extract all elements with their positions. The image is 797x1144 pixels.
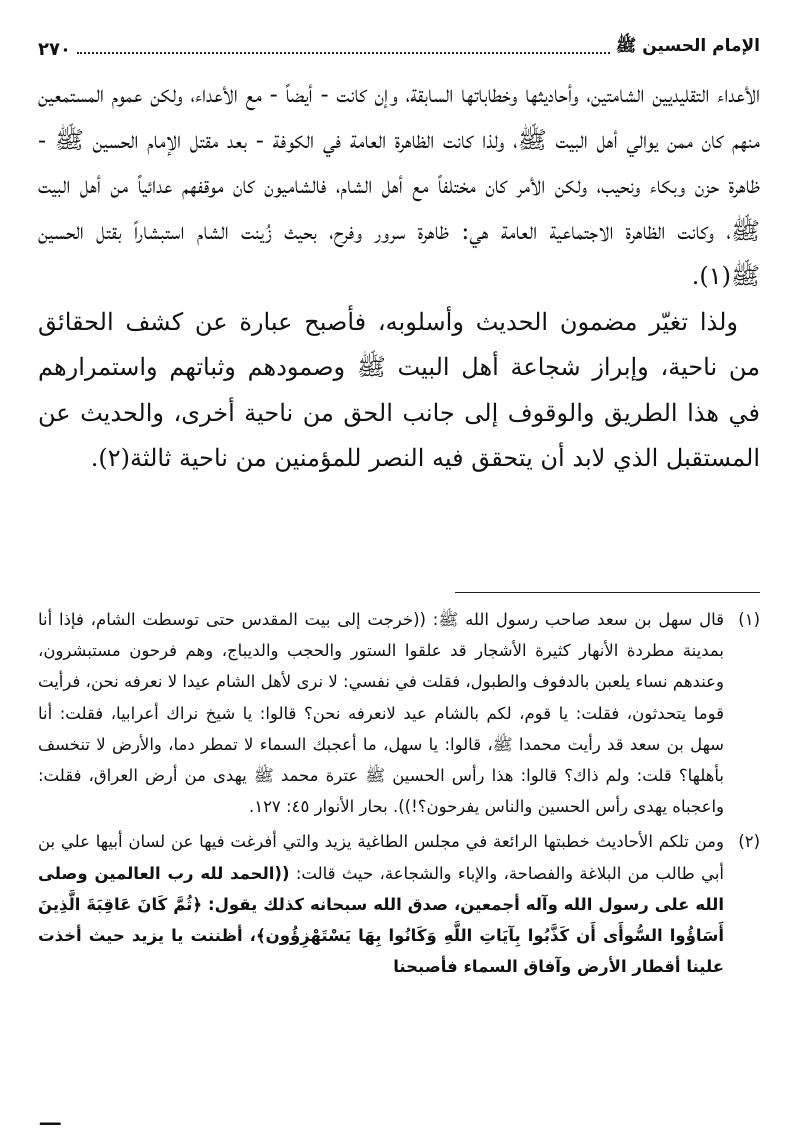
continuation-mark: ـــ bbox=[40, 1106, 61, 1130]
footnote-separator bbox=[455, 592, 760, 593]
footnote-number: (١) bbox=[738, 610, 760, 629]
footnotes bbox=[38, 604, 760, 982]
page-number: ٢٧٠ bbox=[38, 39, 71, 60]
paragraph: الأعداء التقليديين الشامتين، وأحاديثها وخطاباتها السابقة، وإن كانت - أيضاً - مع الأعداء، ولكن عموم المستمعين منهم كان ممن يوالي أهل البيت ﷺ، ولذا كانت الظاهرة العامة في الكوفة - بعد مقتل الإمام الحسين ﷺ - ظاهرة حزن وبكاء ونحيب، ولكن الأمر كان مختلفاً مع أهل الشام، فالشاميون كان موقفهم عدائياً من أهل البيت ﷺ، وكانت الظاهرة الاجتماعية العامة هي: ظاهرة سرور وفرح، بحيث زُينت الشام استبشاراً بقتل الحسين ﷺ(١). bbox=[38, 80, 760, 290]
footnote-text: ومن تلكم الأحاديث خطبتها الرائعة في مجلس الطاغية يزيد والتي أفرغت فيها عن لسان أبيها علي بن أبي طالب من البلاغة والفصاحة، والإباء والشجاعة، حيث قالت: bbox=[38, 832, 724, 883]
footnote bbox=[38, 826, 760, 982]
header-dot-leader bbox=[77, 52, 610, 54]
footnote bbox=[38, 604, 760, 822]
footnote-quote: ((الحمد لله رب العالمين وصلى الله على رسول الله وآله أجمعين، صدق الله سبحانه كذلك يقول: ﴿ثُمَّ كَانَ عَاقِبَةَ الَّذِينَ أَسَاؤُوا السُّوأَى أَن كَذَّبُوا بِآيَاتِ اللَّهِ وَكَانُوا بِهَا يَسْتَهْزِؤُون﴾، أظننت يا يزيد حيث أخذت علينا أقطار الأرض وآفاق السماء فأصبحنا bbox=[38, 863, 724, 977]
running-header bbox=[38, 20, 760, 60]
paragraph: ولذا تغيّر مضمون الحديث وأسلوبه، فأصبح عبارة عن كشف الحقائق من ناحية، وإبراز شجاعة أهل البيت ﷺ وصمودهم وثباتهم واستمرارهم في هذا الطريق والوقوف إلى جانب الحق من ناحية أخرى، والحديث عن المستقبل الذي لابد أن يتحقق فيه النصر للمؤمنين من ناحية ثالثة(٢). bbox=[38, 307, 760, 472]
main-text bbox=[38, 72, 760, 482]
footnote-text: قال سهل بن سعد صاحب رسول الله ﷺ: ((خرجت إلى بيت المقدس حتى توسطت الشام، فإذا أنا بمدينة مطردة الأنهار كثيرة الأشجار قد علقوا الستور والحجب والديباج، وهم فرحون مستبشرون، وعندهم نساء يلعبن بالدفوف والطبول، فقلت في نفسي: لا نرى لأهل الشام عيدا لا نعرفه نحن، فرأيت قوما يتحدثون، فقلت: يا قوم، لكم بالشام عيد لانعرفه نحن؟ قالوا: يا شيخ نراك أعرابيا، فقلت: أنا سهل بن سعد قد رأيت محمدا ﷺ، قالوا: يا سهل، ما أعجبك السماء لا تمطر دما، والأرض لا تنخسف بأهلها؟ قلت: ولم ذاك؟ قالوا: هذا رأس الحسين ﷺ عترة محمد ﷺ يهدى من أرض العراق، فقلت: واعجباه يهدى رأس الحسين والناس يفرحون؟!)). بحار الأنوار ٤٥: ١٢٧. bbox=[38, 610, 724, 817]
header-title: الإمام الحسين ﷺ bbox=[615, 36, 760, 56]
footnote-number: (٢) bbox=[738, 832, 760, 852]
page bbox=[38, 0, 760, 1144]
